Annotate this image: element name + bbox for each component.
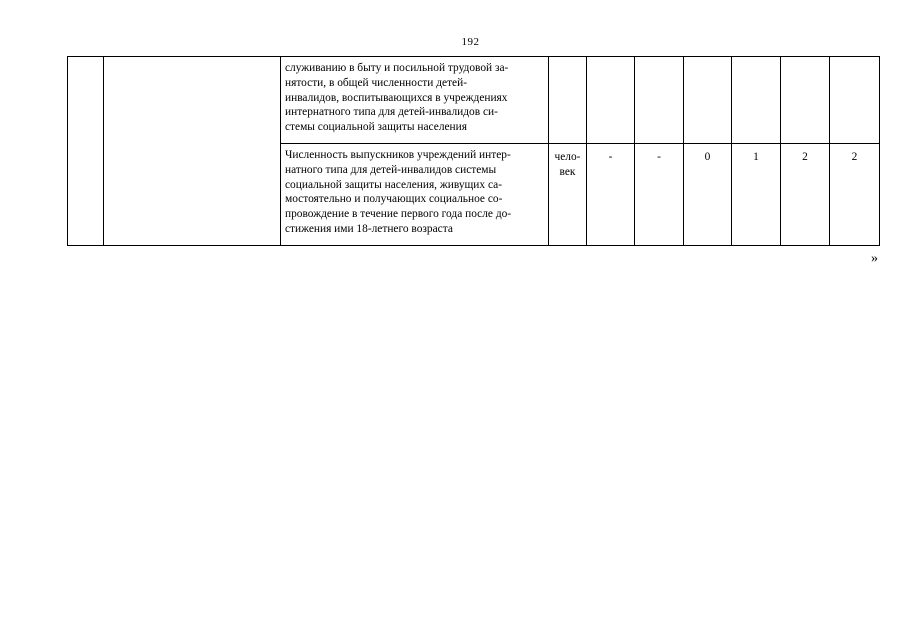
indicator-value (635, 57, 684, 144)
table-row (68, 57, 880, 144)
indicator-value (781, 57, 830, 144)
indicator-value: - (635, 144, 684, 246)
indicator-value (587, 57, 635, 144)
indicator-description: служиванию в быту и посильной трудовой за- нятости, в общей численности детей- инвалидов, воспитывающихся в учреждениях интернатного типа для детей-инвалидов си- стемы социальной защиты населения (281, 57, 549, 144)
indicator-value (732, 57, 781, 144)
indicator-value: - (587, 144, 635, 246)
page-number: 192 (461, 36, 480, 48)
closing-quote-mark: » (871, 251, 878, 266)
table-cell-program (104, 57, 281, 246)
indicator-unit: чело- век (549, 144, 587, 246)
indicator-table (67, 56, 880, 246)
indicator-value: 2 (781, 144, 830, 246)
indicator-unit (549, 57, 587, 144)
indicator-value: 1 (732, 144, 781, 246)
table-cell-number (68, 57, 104, 246)
indicator-value (684, 57, 732, 144)
indicator-value (830, 57, 880, 144)
indicator-value: 0 (684, 144, 732, 246)
indicator-description: Численность выпускников учреждений интер- натного типа для детей-инвалидов системы социальной защиты населения, живущих са- мостоятельно и получающих социальное со- провождение в течение первого года после до- стижения ими 18-летнего возраста (281, 144, 549, 246)
indicator-value: 2 (830, 144, 880, 246)
